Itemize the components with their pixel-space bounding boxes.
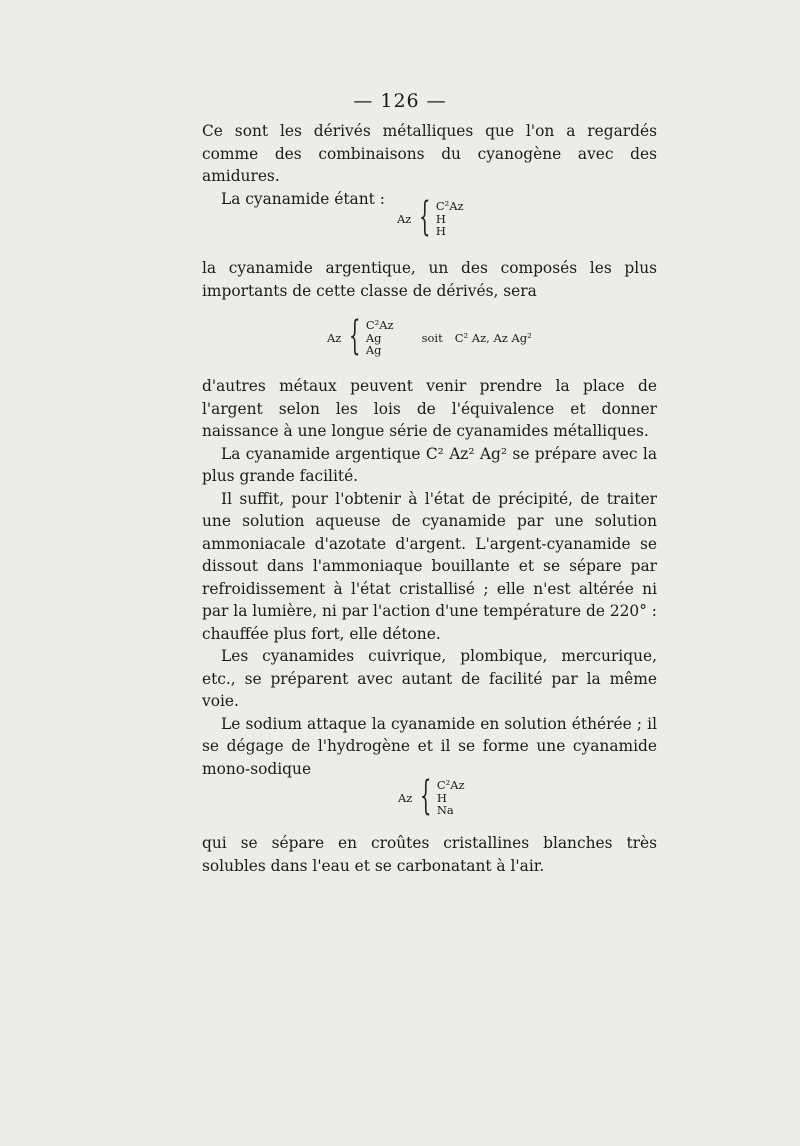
formula-row: H <box>435 224 446 239</box>
formula-rows <box>437 779 465 817</box>
formula-row: H <box>435 211 446 226</box>
formula-row: C²Az <box>436 778 465 793</box>
paragraph-3: d'autres métaux peuvent venir prendre la place de l'argent selon les lois de l'équivalence et donner naissance à une longue série de cyanamides métalliques. <box>202 377 657 440</box>
paragraph-4: La cyanamide argentique C² Az² Ag² se prépare avec la plus grande facilité. <box>202 444 657 485</box>
paragraph-6: Les cyanamides cuivrique, plombique, mercurique, etc., se préparent avec autant de facilité par la même voie. <box>202 647 657 710</box>
formula-argentique <box>327 313 532 360</box>
paragraph-8: qui se sépare en croûtes cristallines blanches très solubles dans l'eau et se carbonatant à l'air. <box>202 834 657 875</box>
page-number: — 126 — <box>353 90 447 112</box>
paragraph-cyanamide-etant: La cyanamide étant : <box>221 189 385 208</box>
paragraph-group-main <box>202 375 657 780</box>
formula-rows <box>366 319 394 357</box>
brace-icon: { <box>419 194 431 240</box>
formula-row: H <box>436 790 447 805</box>
formula-sodique <box>398 773 465 820</box>
paragraph-5: Il suffit, pour l'obtenir à l'état de précipité, de traiter une solution aqueuse de cyanamide par une solution ammoniacale d'azotate d'argent. L'argent-cyanamide se dissout dans l'ammoniaque bouillante et se sépare par refroidissement à l'état cristallisé ; elle n'est altérée ni par la lumière, ni par l'action d'une température de 220° : chauffée plus fort, elle détone. <box>202 489 657 643</box>
paragraph-1: Ce sont les dérivés métalliques que l'on a regardés comme des combinaisons du cyanogène avec des amidures. <box>202 122 657 185</box>
paragraph-2: la cyanamide argentique, un des composés les plus importants de cette classe de dérivés, sera <box>202 259 657 300</box>
formula-row: C²Az <box>435 199 464 214</box>
formula-root: Az <box>397 211 412 226</box>
paragraph-7: Le sodium attaque la cyanamide en solution éthérée ; il se dégage de l'hydrogène et il se forme une cyanamide mono-sodique <box>202 714 657 778</box>
brace-icon: { <box>349 313 361 359</box>
formula-equivalent: C² Az, Az Ag² <box>454 330 532 345</box>
formula-row: C²Az <box>365 318 394 333</box>
brace-icon: { <box>420 773 432 819</box>
formula-row: Ag <box>365 343 382 358</box>
paragraph-argentique-intro <box>202 257 657 302</box>
paragraph-final <box>202 832 657 877</box>
formula-cyanamide <box>397 194 464 241</box>
formula-row: Na <box>436 803 454 818</box>
formula-rows <box>436 200 464 238</box>
formula-soit: soit <box>421 330 443 345</box>
formula-root: Az <box>327 330 342 345</box>
formula-row: Ag <box>365 330 382 345</box>
formula-root: Az <box>398 790 413 805</box>
